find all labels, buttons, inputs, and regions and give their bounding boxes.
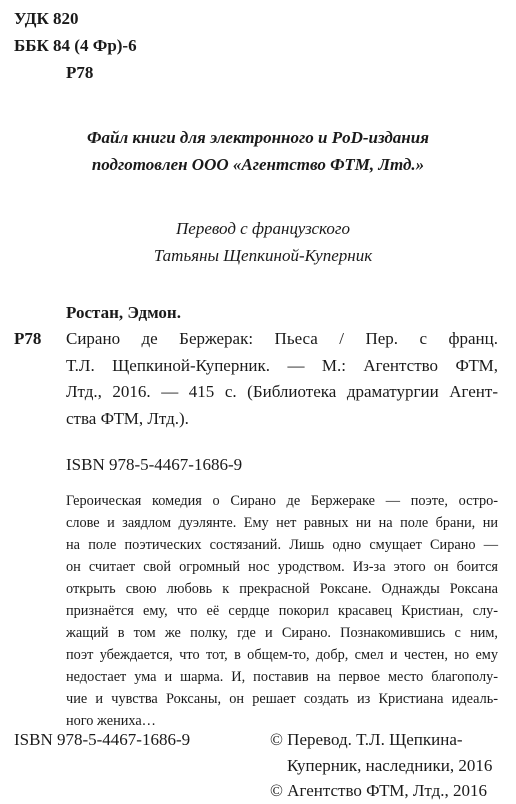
annotation-line: Героическая комедия о Сирано де Бержераке — поэте, остро- xyxy=(66,493,498,509)
catalog-line: Сирано де Бержерак: Пьеса / Пер. с франц. xyxy=(66,329,498,348)
translation-note-line-1: Перевод с французского xyxy=(176,219,350,238)
catalog-line: Т.Л. Щепкиной-Куперник. — М.: Агентство ФТМ, xyxy=(66,356,498,375)
annotation-line: чие и чувства Роксаны, он решает создать из Кристиана идеаль- xyxy=(66,691,498,707)
copyright-line: Куперник, наследники, 2016 xyxy=(287,756,493,775)
annotation-line: он считает свой огромный нос уродством. Из-за этого он боится xyxy=(66,559,498,575)
catalog-line: ства ФТМ, Лтд.). xyxy=(66,409,189,428)
translation-note-line-2: Татьяны Щепкиной-Куперник xyxy=(153,246,373,265)
catalog-author: Ростан, Эдмон. xyxy=(66,303,181,322)
annotation-line: ного жениха… xyxy=(66,713,156,729)
prepared-note-line-1: Файл книги для электронного и PoD-издания xyxy=(87,128,429,147)
catalog-line: Лтд., 2016. — 415 с. (Библиотека драматургии Агент- xyxy=(66,382,498,401)
bbk-code: ББК 84 (4 Фр)-6 xyxy=(14,36,137,55)
udk-code: УДК 820 xyxy=(14,9,79,28)
copyright-line: © Агентство ФТМ, Лтд., 2016 xyxy=(270,781,488,800)
annotation-line: слове и заядлом дуэлянте. Ему нет равных ни на поле брани, ни xyxy=(66,515,498,531)
catalog-mark: Р78 xyxy=(14,329,42,348)
footer-isbn: ISBN 978-5-4467-1686-9 xyxy=(14,730,191,749)
annotation-line: поэт убеждается, что тот, в общем-то, добр, смел и честен, но ему xyxy=(66,647,498,663)
author-mark: Р78 xyxy=(66,63,94,82)
copyright-line: © Перевод. Т.Л. Щепкина- xyxy=(270,730,463,749)
annotation-line: открыть свою любовь к прекрасной Роксане. Однажды Роксана xyxy=(66,581,498,597)
annotation-line: на поле поэтических состязаний. Лишь одно смущает Сирано — xyxy=(66,537,498,553)
annotation-line: жащий в том же полку, где и Сирано. Познакомившись с ним, xyxy=(66,625,498,641)
catalog-isbn: ISBN 978-5-4467-1686-9 xyxy=(66,455,243,474)
annotation-line: недостает ума и шарма. И, поставив на первое место благополу- xyxy=(66,669,498,685)
prepared-note-line-2: подготовлен ООО «Агентство ФТМ, Лтд.» xyxy=(91,155,425,174)
annotation-line: признаётся ему, что её сердце покорил красавец Кристиан, слу- xyxy=(66,603,498,619)
